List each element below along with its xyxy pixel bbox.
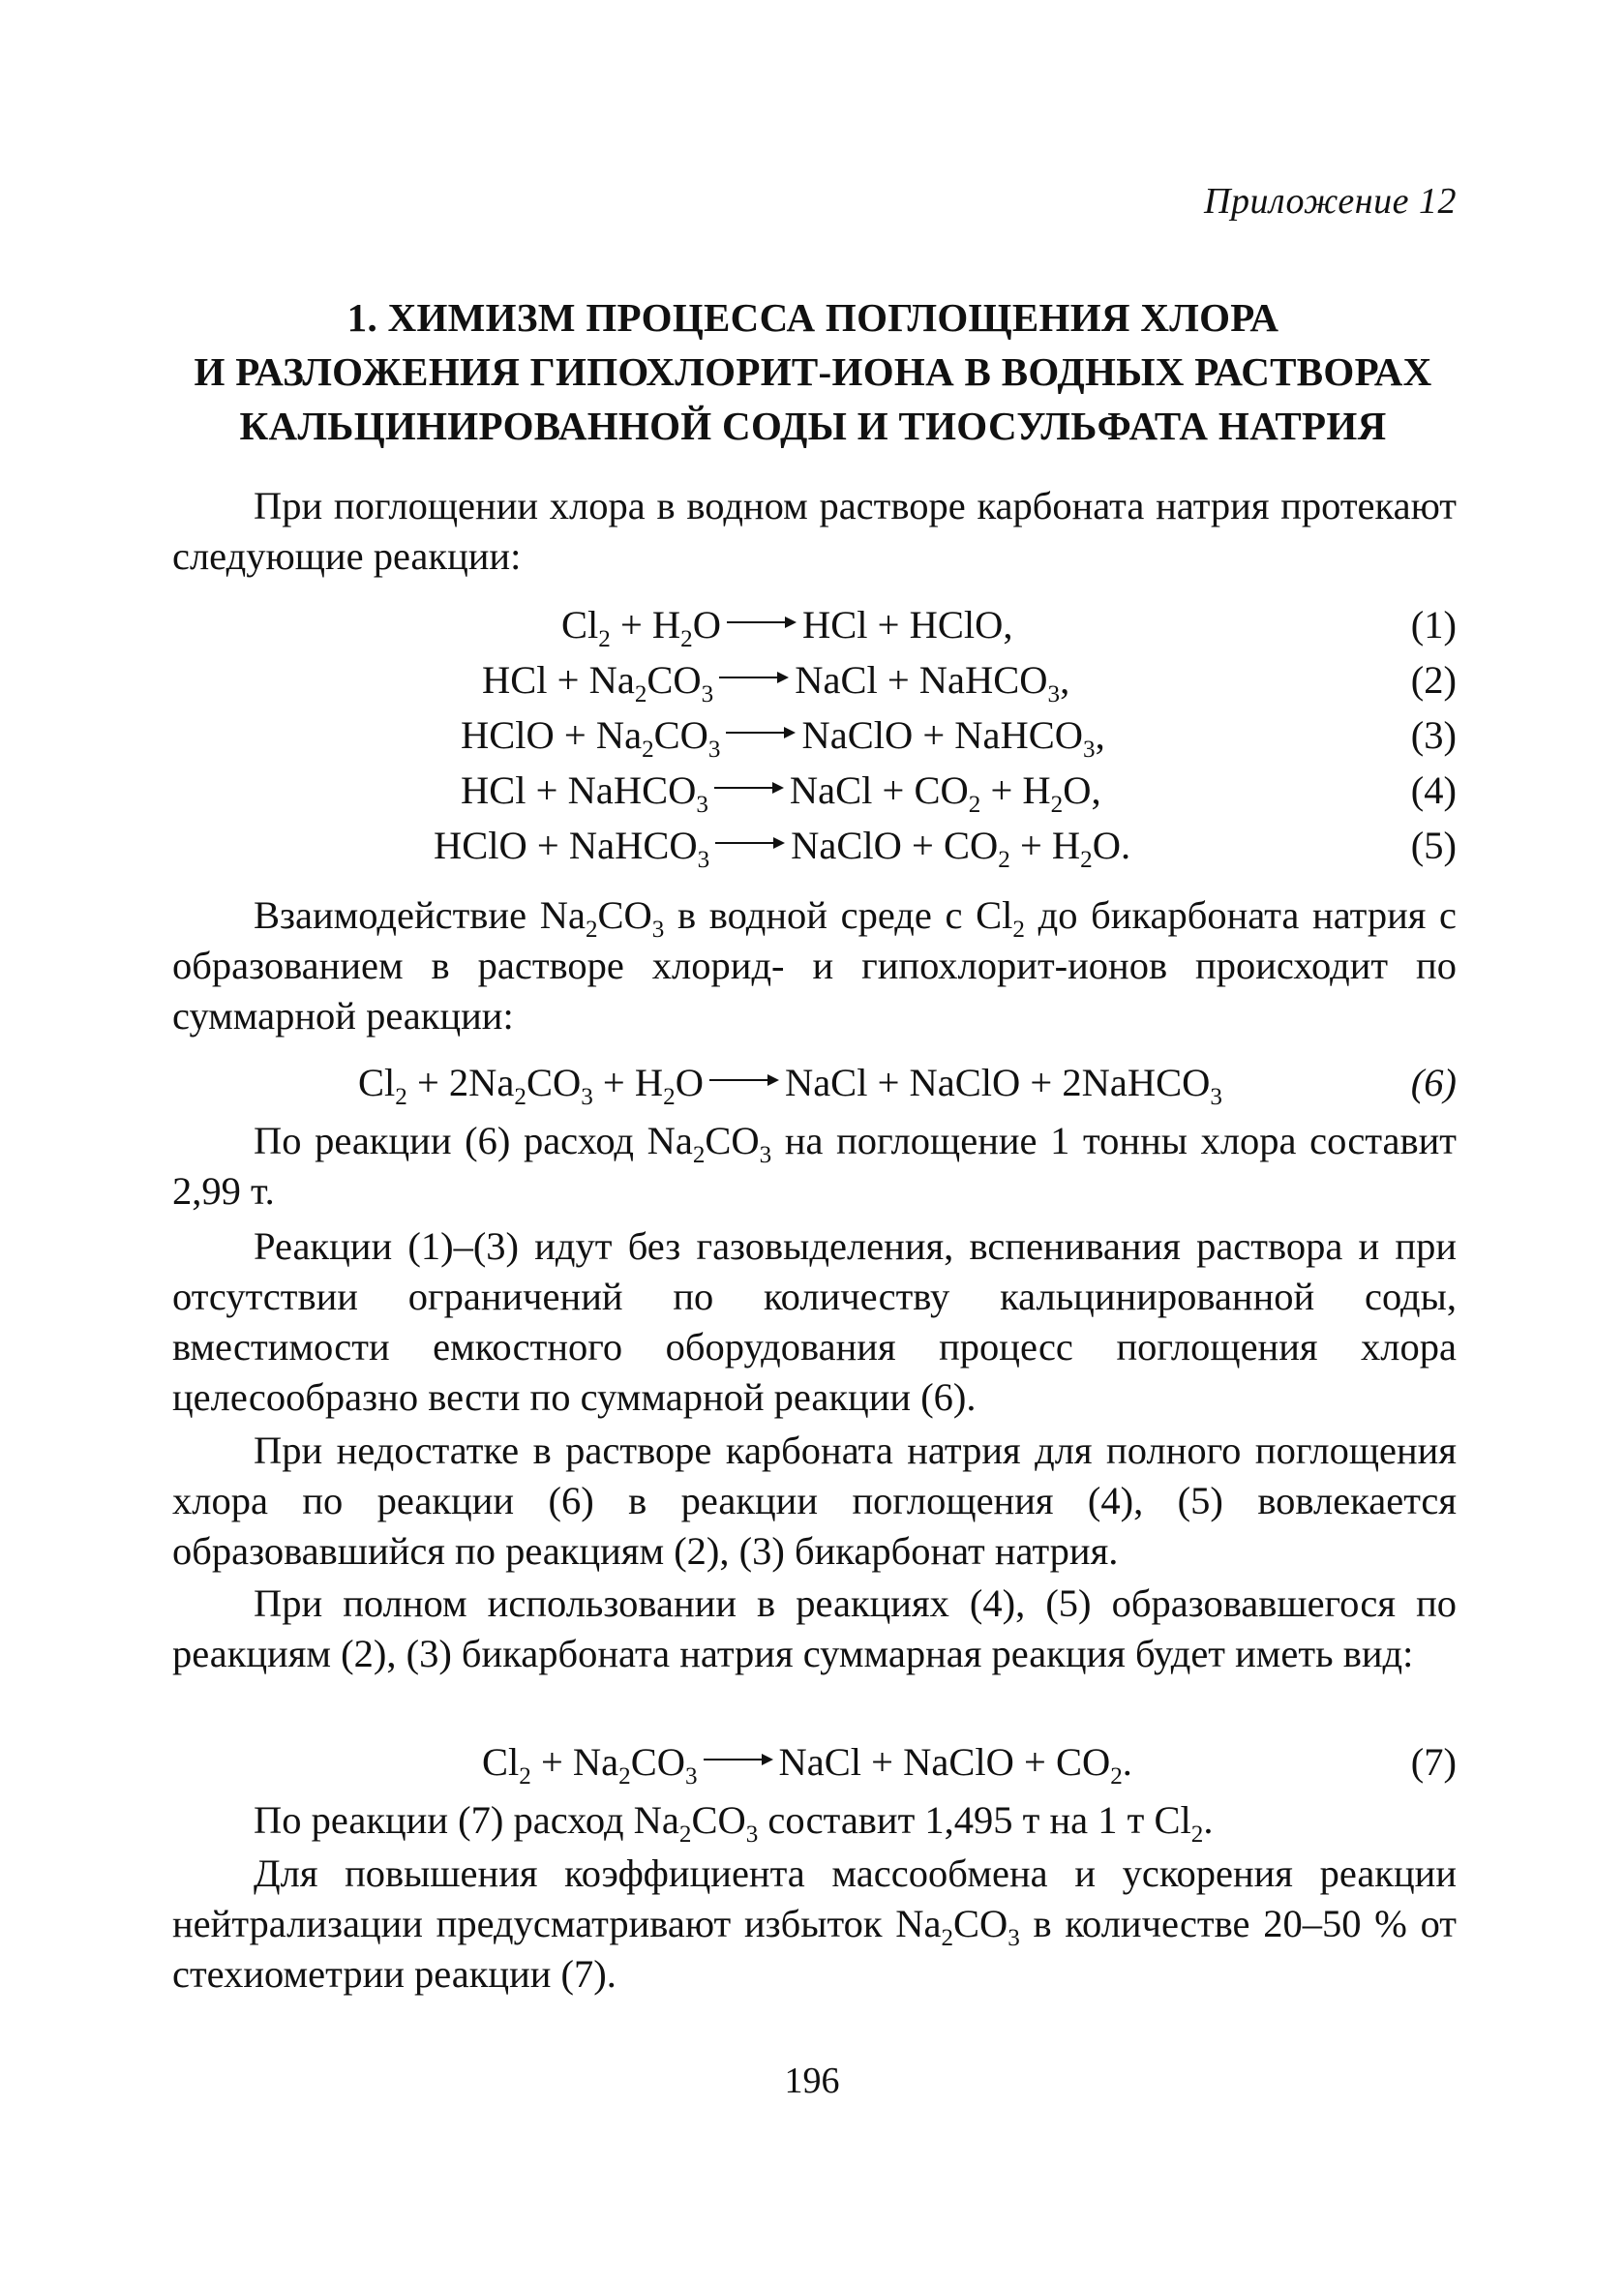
equation-5: [172, 823, 1457, 873]
equation-5-formula: HClO + NaHCO$_3$ NaClO + $CO_2 + H_2O$.: [434, 824, 1131, 873]
paragraph-consumption-7: По реакции (7) расход $Na_2CO_3$ составит 1,495 т на 1 т $Cl_2$.: [254, 1798, 1214, 1848]
equation-3-number: (3): [1410, 713, 1457, 757]
equation-4: [172, 767, 1457, 818]
equation-6-formula: $Cl_2 + 2Na_2CO_3 + H_2O$ NaCl + NaClO + 2NaHCO$_3$: [358, 1061, 1222, 1110]
paragraph-consumption-6: По реакции (6) расход $Na_2CO_3$ на поглощение 1 тонны хлора составит 2,99 т.: [172, 1119, 1457, 1213]
equation-2: [172, 657, 1457, 707]
paragraph-excess: Для повышения коэффициента массообмена и ускорения реакции нейтрализации предусматривают избыток $Na_2CO_3$ в количестве 20–50 % от стехиометрии реакции (7).: [172, 1851, 1457, 1996]
equation-1-number: (1): [1410, 603, 1457, 647]
paragraph-full-use: При полном использовании в реакциях (4), (5) образовавшегося по реакциям (2), (3) бикарбоната натрия суммарная реакция будет иметь вид:: [172, 1581, 1457, 1675]
equation-2-number: (2): [1410, 658, 1457, 702]
appendix-label: Приложение 12: [1204, 181, 1457, 222]
equation-4-number: (4): [1410, 768, 1457, 812]
paragraph-reactions-1-3: Реакции (1)–(3) идут без газовыделения, вспенивания раствора и при отсутствии ограничений по количеству кальцинированной соды, вместимости емкостного оборудования процесс поглощения хлора целесообразно вести по суммарной реакции (6).: [172, 1224, 1457, 1419]
paragraph-intro: При поглощении хлора в водном растворе карбоната натрия протекают следующие реакции:: [172, 484, 1457, 578]
section-title: [145, 290, 1481, 453]
equation-7: [172, 1739, 1457, 1790]
paragraph-shortage: При недостатке в растворе карбоната натрия для полного поглощения хлора по реакции (6) в реакции поглощения (4), (5) вовлекается образовавшийся по реакциям (2), (3) бикарбонат натрия.: [172, 1429, 1457, 1573]
equation-6-number: (6): [1410, 1061, 1457, 1104]
equation-5-number: (5): [1410, 824, 1457, 867]
reaction-arrow-icon: [715, 838, 785, 848]
reaction-arrow-icon: [726, 728, 796, 737]
equation-3: [172, 712, 1457, 763]
title-line-1: 1. ХИМИЗМ ПРОЦЕССА ПОГЛОЩЕНИЯ ХЛОРА: [346, 295, 1279, 340]
title-line-3: КАЛЬЦИНИРОВАННОЙ СОДЫ И ТИОСУЛЬФАТА НАТРИЯ: [239, 404, 1387, 448]
page-number: 196: [784, 2061, 840, 2101]
reaction-arrow-icon: [719, 673, 789, 682]
equation-7-formula: $Cl_2 + Na_2CO_3$ NaCl + NaClO + $CO_2$.: [482, 1740, 1132, 1790]
reaction-arrow-icon: [709, 1075, 779, 1085]
equation-4-formula: HCl + NaHCO$_3$ NaCl + $CO_2 + H_2O$,: [461, 768, 1101, 818]
reaction-arrow-icon: [704, 1755, 773, 1764]
equation-1: [172, 602, 1457, 652]
paragraph-interaction: Взаимодействие $Na_2CO_3$ в водной среде с $Cl_2$ до бикарбоната натрия с образованием в растворе хлорид- и гипохлорит-ионов происходит по суммарной реакции:: [172, 893, 1458, 1038]
title-line-2: И РАЗЛОЖЕНИЯ ГИПОХЛОРИТ-ИОНА В ВОДНЫХ РАСТВОРАХ: [194, 349, 1432, 394]
equation-3-formula: HClO + $Na_2CO_3$ NaClO + NaHCO$_3$,: [461, 713, 1105, 763]
reaction-arrow-icon: [727, 617, 797, 627]
equation-7-number: (7): [1410, 1740, 1457, 1784]
equation-6: [172, 1060, 1457, 1110]
equation-2-formula: HCl + $Na_2CO_3$ NaCl + NaHCO$_3$,: [482, 658, 1070, 707]
equation-1-formula: $Cl_2 + H_2O$ HCl + HClO,: [561, 603, 1013, 652]
reaction-arrow-icon: [714, 783, 784, 793]
